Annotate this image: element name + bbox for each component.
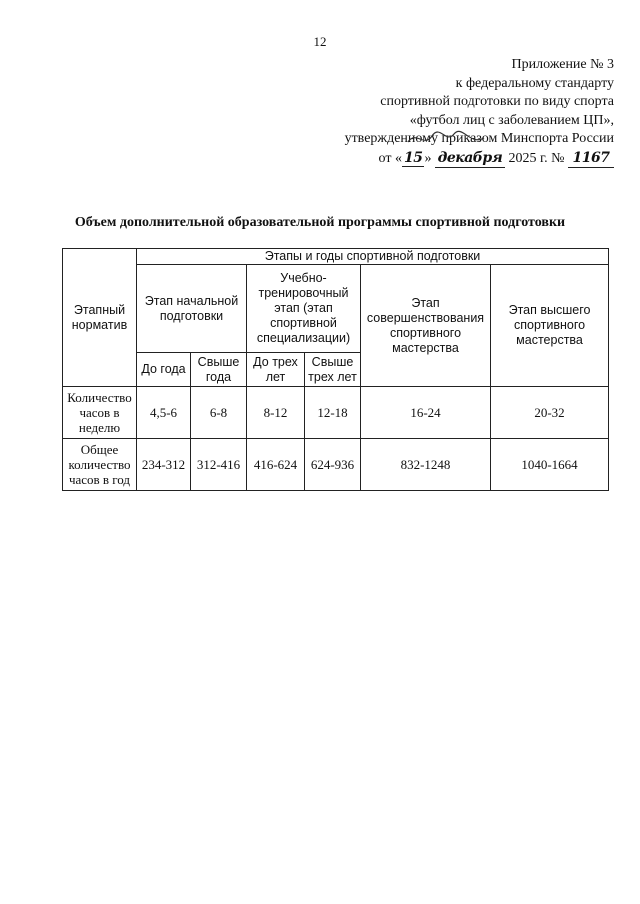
subheader-initial-over-year: Свыше года [191,353,247,387]
document-title: Объем дополнительной образовательной программы спортивной подготовки [74,215,566,230]
table-row [63,387,609,439]
date-day: 15 [403,149,423,166]
table-cell: 20-32 [491,387,609,439]
corner-header: Этапный норматив [63,249,137,387]
annex-line-approved [314,130,614,149]
subheader-training-over-three: Свыше трех лет [305,353,361,387]
annex-line-date [314,149,614,169]
annex-title: Приложение № 3 [511,57,614,72]
date-prefix: от « [378,150,402,166]
table-cell: 1040-1664 [491,439,609,491]
table-cell: 416-624 [247,439,305,491]
stage-training-header: Учебно-тренировочный этап (этап спортивной специализации) [247,265,361,353]
order-number: 1167 [568,149,614,169]
program-volume-table [62,248,609,491]
table-cell: 312-416 [191,439,247,491]
table-cell: 4,5-6 [137,387,191,439]
table-cell: 8-12 [247,387,305,439]
subheader-initial-up-to-year: До года [137,353,191,387]
row-label: Общее количество часов в год [63,439,137,491]
table-cell: 6-8 [191,387,247,439]
page-number: 12 [313,34,327,49]
table-cell: 16-24 [361,387,491,439]
annex-approved-text: утвержденному приказом Минспорта России [344,131,614,146]
subheader-training-up-to-three: До трех лет [247,353,305,387]
table-row [63,439,609,491]
annex-header [314,56,614,168]
date-mid: » [424,150,432,166]
table-cell: 234-312 [137,439,191,491]
date-month: декабря [435,149,505,169]
table-cell: 624-936 [305,439,361,491]
stage-improvement-header: Этап совершенствования спортивного мастерства [361,265,491,387]
stage-higher-header: Этап высшего спортивного мастерства [491,265,609,387]
annex-line-discipline: «футбол лиц с заболеванием ЦП», [409,112,614,128]
group-header: Этапы и годы спортивной подготовки [137,249,609,265]
stage-initial-header: Этап начальной подготовки [137,265,247,353]
table-cell: 12-18 [305,387,361,439]
table-cell: 832-1248 [361,439,491,491]
row-label: Количество часов в неделю [63,387,137,439]
date-year: 2025 г. № [508,150,565,166]
annex-line-sport: спортивной подготовки по виду спорта [380,94,614,109]
annex-line-standard: к федеральному стандарту [455,75,614,91]
